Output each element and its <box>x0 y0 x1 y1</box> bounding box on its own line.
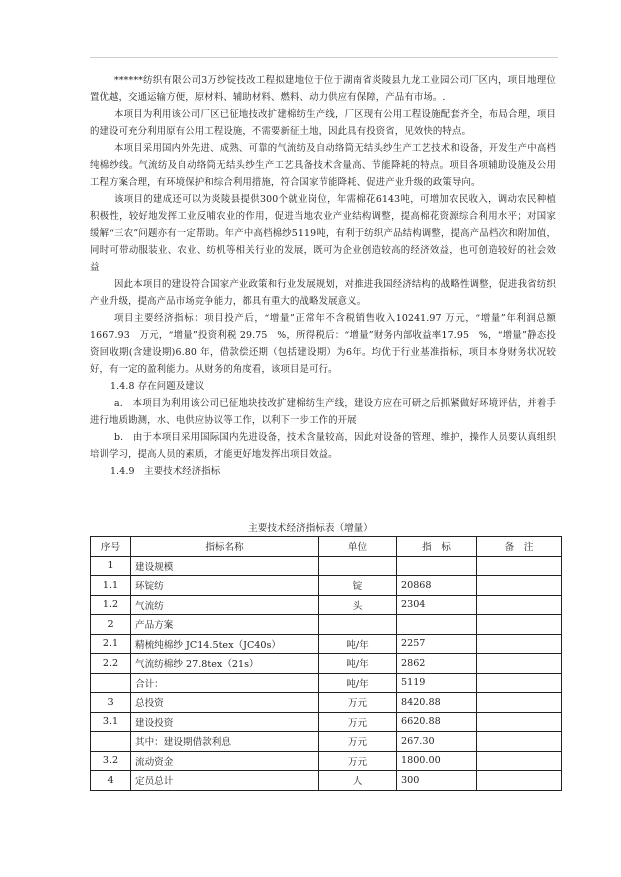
cell-unit: 人 <box>319 771 397 791</box>
cell-unit <box>319 615 397 635</box>
cell-value: 1800.00 <box>397 751 477 771</box>
header-cell: 序号 <box>91 537 131 557</box>
table-title: 主要技术经济指标表（增量） <box>248 523 373 534</box>
table-row <box>91 654 562 674</box>
cell-name: 合计： <box>131 673 319 693</box>
cell-unit <box>319 556 397 576</box>
cell-name: 流动资金 <box>131 751 319 771</box>
cell-no: 1 <box>91 556 131 576</box>
cell-value: 2304 <box>397 595 477 615</box>
cell-no <box>91 673 131 693</box>
cell-remark <box>477 673 562 693</box>
cell-name: 精梳纯棉纱 JC14.5tex（JC40s） <box>131 634 319 654</box>
cell-unit: 万元 <box>319 751 397 771</box>
cell-unit: 万元 <box>319 712 397 732</box>
cell-remark <box>477 654 562 674</box>
cell-remark <box>477 615 562 635</box>
paragraph: ******纺织有限公司3万纱锭技改工程拟建地位于位于湖南省炎陵县九龙工业园公司厂区内，项目地理位置优越，交通运输方便，原材料、辅助材料、燃料、动力供应有保障，产品有市场。. <box>90 75 556 103</box>
header-cell: 单位 <box>319 537 397 557</box>
cell-no: 4 <box>91 771 131 791</box>
table-header-row <box>91 537 562 557</box>
cell-value: 267.30 <box>397 732 477 752</box>
cell-unit: 头 <box>319 595 397 615</box>
header-cell: 备 注 <box>477 537 562 557</box>
cell-unit: 万元 <box>319 693 397 713</box>
cell-value: 5119 <box>397 673 477 693</box>
cell-value: 300 <box>397 771 477 791</box>
paragraph: 该项目的建成还可以为炎陵县提供300个就业岗位，年需棉花6143吨，可增加农民收入，调动农民种植积极性，较好地发挥工业反哺农业的作用，促进当地农业产业结构调整，提高棉花资源综合利用水平；对国家缓解“三农”问题亦有一定帮助。年产中高档棉纱5119吨，有利于纺织产品结构调整，提高产品档次和附加值，同时可带动服装业、农业、纺机等相关行业的发展，既可为企业创造较高的经济效益，也可创造较好的社会效益 <box>90 194 556 273</box>
cell-remark <box>477 634 562 654</box>
cell-value: 2257 <box>397 634 477 654</box>
cell-remark <box>477 771 562 791</box>
cell-no: 3.2 <box>91 751 131 771</box>
section-heading-1-4-8: 1.4.8 存在问题及建议 <box>110 381 205 392</box>
cell-value <box>397 556 477 576</box>
cell-remark <box>477 732 562 752</box>
cell-name: 气流纺 <box>131 595 319 615</box>
cell-name: 气流纺棉纱 27.8tex（21s） <box>131 654 319 674</box>
cell-value: 20868 <box>397 576 477 596</box>
cell-remark <box>477 576 562 596</box>
table-row <box>91 712 562 732</box>
table-row <box>91 576 562 596</box>
cell-name: 定员总计 <box>131 771 319 791</box>
table-row <box>91 673 562 693</box>
table-row <box>91 751 562 771</box>
table-row <box>91 595 562 615</box>
section-heading-1-4-9: 1.4.9 主要技术经济指标 <box>110 466 221 477</box>
cell-no: 2.2 <box>91 654 131 674</box>
cell-no: 1.1 <box>91 576 131 596</box>
table-row <box>91 634 562 654</box>
table-row <box>91 771 562 791</box>
paragraph: 项目主要经济指标：项目投产后，“增量”正常年不含税销售收入10241.97 万元，“增量”年利润总额1667.93 万元，“增量”投资利税 29.75 %，所得税后：“增量”财务内部收益率17.95 %，“增量”静态投资回收期(含建设期)6.80 年，借款偿还期（包括建设期）为6年。均优于行业基准指标，项目本身财务状况较好，有一定的盈利能力。从财务的角度看，该项目是可行。 <box>90 313 556 375</box>
cell-unit: 万元 <box>319 732 397 752</box>
cell-no: 2.1 <box>91 634 131 654</box>
header-rule <box>90 57 558 58</box>
cell-name: 其中：建设期借款利息 <box>131 732 319 752</box>
table-row <box>91 615 562 635</box>
cell-name: 建设投资 <box>131 712 319 732</box>
table-row <box>91 556 562 576</box>
cell-remark <box>477 693 562 713</box>
header-cell: 指标名称 <box>131 537 319 557</box>
suggestion-item: b. 由于本项目采用国际国内先进设备，技术含量较高，因此对设备的管理、维护，操作人员要认真组织培训学习，提高人员的素质，才能更好地发挥出项目效益。 <box>90 432 556 460</box>
cell-no: 2 <box>91 615 131 635</box>
cell-name: 总投资 <box>131 693 319 713</box>
cell-name: 环锭纺 <box>131 576 319 596</box>
cell-name: 产品方案 <box>131 615 319 635</box>
cell-unit: 吨/年 <box>319 673 397 693</box>
cell-no: 1.2 <box>91 595 131 615</box>
indicator-table <box>90 536 562 791</box>
table-row <box>91 732 562 752</box>
cell-value: 8420.88 <box>397 693 477 713</box>
cell-remark <box>477 751 562 771</box>
cell-unit: 吨/年 <box>319 654 397 674</box>
table-row <box>91 693 562 713</box>
paragraph: 因此本项目的建设符合国家产业政策和行业发展规划，对推进我国经济结构的战略性调整，促进我省纺织产业升级，提高产品市场竞争能力，都具有重大的战略发展意义。 <box>90 279 556 307</box>
cell-unit: 锭 <box>319 576 397 596</box>
cell-name: 建设规模 <box>131 556 319 576</box>
paragraph: 本项目为利用该公司厂区已征地技改扩建棉纺生产线，厂区现有公用工程设施配套齐全，布局合理，项目的建设可充分利用原有公用工程设施，不需要新征土地，因此具有投资省，见效快的特点。 <box>90 109 556 137</box>
cell-remark <box>477 595 562 615</box>
cell-remark <box>477 712 562 732</box>
cell-value <box>397 615 477 635</box>
cell-value: 2862 <box>397 654 477 674</box>
cell-unit: 吨/年 <box>319 634 397 654</box>
paragraph: 本项目采用国内外先进、成熟、可靠的气流纺及自动络筒无结头纱生产工艺技术和设备，开发生产中高档纯棉纱线。气流纺及自动络筒无结头纱生产工艺具备技术含量高、节能降耗的特点。项目各项辅助设施及公用工程方案合理，有环境保护和综合利用措施，符合国家节能降耗、促进产业升级的政策导向。 <box>90 143 556 188</box>
cell-value: 6620.88 <box>397 712 477 732</box>
cell-no: 3 <box>91 693 131 713</box>
body-text <box>90 72 556 480</box>
cell-no: 3.1 <box>91 712 131 732</box>
cell-remark <box>477 556 562 576</box>
header-cell: 指 标 <box>397 537 477 557</box>
cell-no <box>91 732 131 752</box>
suggestion-item: a. 本项目为利用该公司已征地块技改扩建棉纺生产线，建设方应在可研之后抓紧做好环境评估，并着手进行地质勘测，水、电供应协议等工作，以利下一步工作的开展 <box>90 398 556 426</box>
